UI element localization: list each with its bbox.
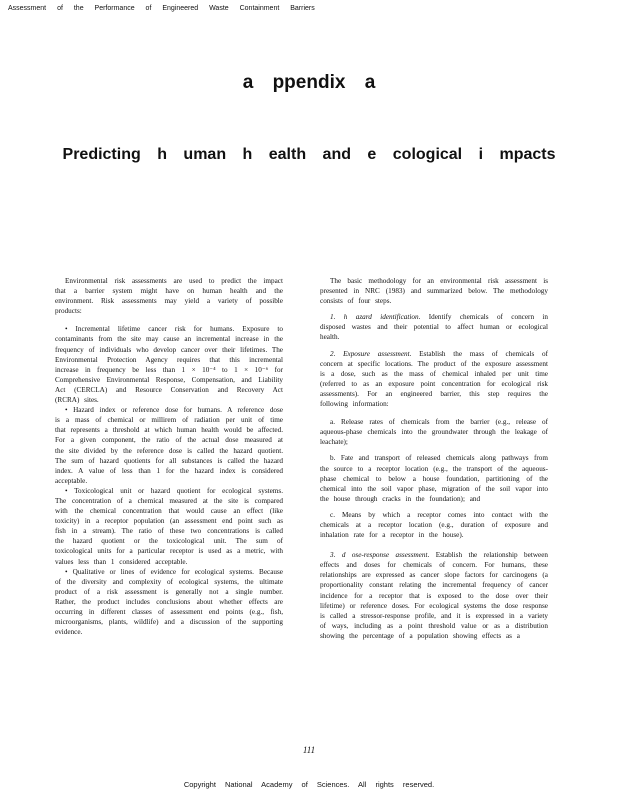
step-label: 1. h azard identification bbox=[330, 313, 419, 322]
step-text: . Establish the mass of chemicals of concern at specific locations. The product of the exposure assessment is a dose, such as the mass of chemical inhaled per unit time (referred to as an exposure point concentration for ecological risk assessments). For an engineered barrier, this step requires the following information: bbox=[320, 349, 548, 409]
list-item: • Qualitative or lines of evidence for ecological systems. Because of the diversity and complexity of ecological systems, the ultimate product of a risk assessment is generally not a single number. Rather, the product includes conclusions about whether effects are occurring in different classes of assessment end points (e.g., fish, microorganisms, plants, wildlife) and a discussion of the supporting evidence. bbox=[55, 567, 283, 637]
left-intro-paragraph: Environmental risk assessments are used to predict the impact that a barrier system might have on human health and the environment. Risk assessments may yield a variety of possible products: bbox=[55, 277, 283, 316]
substep-b: b. Fate and transport of released chemicals along pathways from the source to a receptor location (e.g., the transport of the aqueous-phase chemical to below a house foundation, partitioning of the chemical into the soil vapor phase, migration of the soil vapor into the house through cracks in the foundation); and bbox=[320, 454, 548, 503]
step-exposure-assessment bbox=[320, 349, 548, 410]
right-column bbox=[320, 276, 548, 647]
step-dose-response bbox=[320, 550, 548, 641]
left-column bbox=[55, 276, 283, 637]
right-intro-paragraph: The basic methodology for an environmental risk assessment is presented in NRC (1983) and summarized below. The methodology consists of four steps. bbox=[320, 277, 548, 306]
step-text: . Establish the relationship between effects and doses for chemicals of concern. For humans, these relationships are expressed as cancer slope factors for carcinogens (a proportionality constant relating the incremental frequency of cancer incidence for a receptor that is exposed to the dose over their lifetime) or reference doses. For ecological systems the dose response is called a stressor-response profile, and it is expressed in a variety of ways, including as a point threshold value or as a distribution showing the percentage of a population showing effects as a bbox=[320, 551, 548, 640]
list-item: • Hazard index or reference dose for humans. A reference dose is a mass of chemical or millirem of radiation per unit of time that represents a threshold at which human health would be affected. For a given component, the ratio of the actual dose measured at the site divided by the reference dose is called the hazard quotient. The sum of hazard quotients for all substances is called the hazard index. A value of less than 1 for the hazard index is considered acceptable. bbox=[55, 406, 283, 485]
appendix-label: a ppendix a bbox=[242, 72, 376, 93]
page-number: 111 bbox=[302, 745, 316, 755]
step-hazard-identification bbox=[320, 312, 548, 342]
list-item: • Incremental lifetime cancer risk for humans. Exposure to contaminants from the site may cause an incremental increase in the frequency of individuals who develop cancer over their lifetimes. The Environmental Protection Agency requires that this incremental increase in frequency be less than 1 × 10⁻⁴ to 1 × 10⁻⁶ for Comprehensive Environmental Response, Compensation, and Liability Act (CERCLA) and Resource Conservation and Recovery Act (RCRA) sites. bbox=[55, 325, 283, 405]
running-head: Assessment of the Performance of Engineered Waste Containment Barriers bbox=[8, 5, 315, 12]
step-label: 3. d ose-response assessment bbox=[330, 551, 428, 560]
step-label: 2. Exposure assessment bbox=[330, 349, 410, 358]
products-list bbox=[55, 324, 283, 637]
substep-c: c. Means by which a receptor comes into contact with the chemicals at a receptor location (e.g., duration of exposure and inhalation rate for a receptor in the house). bbox=[320, 510, 548, 540]
copyright-footer: Copyright National Academy of Sciences. All rights reserved. bbox=[183, 780, 435, 789]
list-item: • Toxicological unit or hazard quotient for ecological systems. The concentration of a chemical measured at the site is compared with the chemical concentration that would cause an effect (like toxicity) in a receptor population (an assessment end point such as fish in a stream). The ratio of these two concentrations is called the hazard quotient or the toxicological unit. The sum of toxicological units for a particular receptor is used as a metric, with values less than 1 considered acceptable. bbox=[55, 486, 283, 566]
page-title: Predicting h uman h ealth and e cological i mpacts bbox=[62, 146, 556, 163]
substep-a: a. Release rates of chemicals from the barrier (e.g., release of aqueous-phase chemicals into the groundwater through the leakage of leachate); bbox=[320, 418, 548, 447]
step-text: . Identify chemicals of concern in disposed wastes and their potential to affect human or ecological health. bbox=[320, 313, 549, 342]
